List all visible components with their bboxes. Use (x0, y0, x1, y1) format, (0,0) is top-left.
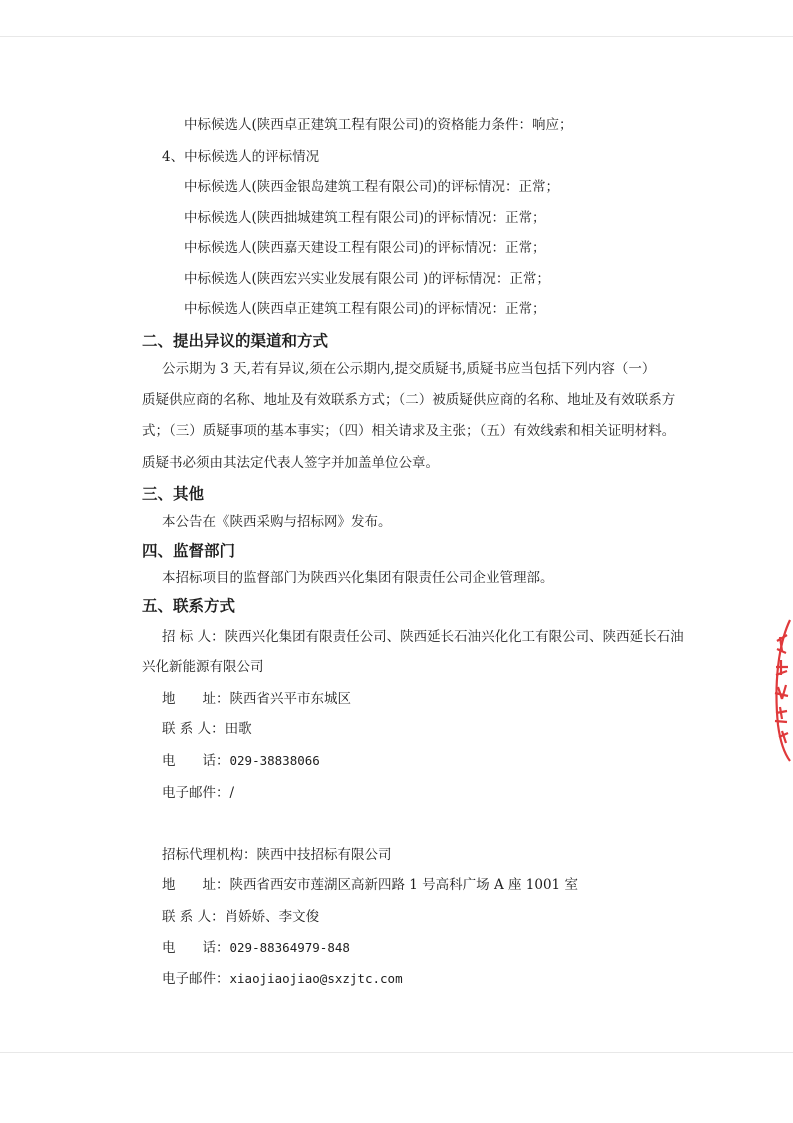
section2-line: 质疑供应商的名称、地址及有效联系方式；（二）被质疑供应商的名称、地址及有效联系方 (142, 392, 676, 408)
eval-line: 中标候选人(陕西宏兴实业发展有限公司 )的评标情况：正常； (184, 271, 550, 287)
agency-phone: 029-88364979-848 (229, 940, 350, 955)
agency-contact-row (162, 908, 319, 926)
section4-text: 本招标项目的监督部门为陕西兴化集团有限责任公司企业管理部。 (162, 570, 554, 586)
agency-email-row (162, 970, 403, 988)
agency-address: 陕西省西安市莲湖区高新四路 1 号高科广场 A 座 1001 室 (229, 877, 578, 893)
agency-address-row (162, 876, 578, 894)
tenderer-email: / (229, 785, 235, 801)
address-label: 地 址： (162, 877, 230, 893)
agency-phone-row (162, 939, 350, 957)
section3-text: 本公告在《陕西采购与招标网》发布。 (162, 514, 392, 530)
agency-email: xiaojiaojiao@sxzjtc.com (229, 971, 403, 986)
qualification-line: 中标候选人(陕西卓正建筑工程有限公司)的资格能力条件：响应； (184, 117, 573, 133)
section2-heading: 二、提出异议的渠道和方式 (142, 332, 329, 350)
tenderer-phone: 029-38838066 (229, 753, 320, 768)
item4-title: 4、中标候选人的评标情况 (162, 149, 320, 165)
contact-label: 联 系 人： (162, 721, 225, 737)
agency-contact: 肖娇娇、李文俊 (224, 909, 320, 925)
scan-artifact-bottom (0, 1052, 793, 1053)
eval-line: 中标候选人(陕西卓正建筑工程有限公司)的评标情况：正常； (184, 301, 546, 317)
tenderer-phone-row (162, 752, 320, 770)
phone-label: 电 话： (162, 753, 230, 769)
email-label: 电子邮件： (162, 785, 230, 801)
phone-label: 电 话： (162, 940, 230, 956)
agency-line: 招标代理机构：陕西中技招标有限公司 (162, 847, 392, 863)
section3-heading: 三、其他 (142, 485, 205, 503)
section5-heading: 五、联系方式 (142, 597, 236, 615)
section4-heading: 四、监督部门 (142, 542, 236, 560)
tenderer-contact-row (162, 720, 252, 738)
red-seal-icon (760, 615, 793, 765)
tenderer-email-row (162, 784, 234, 802)
contact-label: 联 系 人： (162, 909, 225, 925)
tenderer-line1: 招 标 人：陕西兴化集团有限责任公司、陕西延长石油兴化化工有限公司、陕西延长石油 (162, 629, 684, 645)
seal-strokes (775, 620, 790, 761)
scan-artifact-top (0, 36, 793, 37)
email-label: 电子邮件： (162, 971, 230, 987)
eval-line: 中标候选人(陕西嘉天建设工程有限公司)的评标情况：正常； (184, 240, 546, 256)
eval-line: 中标候选人(陕西金银岛建筑工程有限公司)的评标情况：正常； (184, 179, 560, 195)
tenderer-contact: 田歌 (224, 721, 252, 737)
eval-line: 中标候选人(陕西拙城建筑工程有限公司)的评标情况：正常； (184, 210, 546, 226)
section2-line: 公示期为 3 天,若有异议,须在公示期内,提交质疑书,质疑书应当包括下列内容（一） (162, 361, 656, 377)
section2-line: 式；（三）质疑事项的基本事实；（四）相关请求及主张；（五）有效线索和相关证明材料。 (142, 423, 676, 439)
tenderer-address: 陕西省兴平市东城区 (229, 691, 351, 707)
tenderer-line2: 兴化新能源有限公司 (142, 659, 264, 675)
section2-line: 质疑书必须由其法定代表人签字并加盖单位公章。 (142, 455, 439, 471)
address-label: 地 址： (162, 691, 230, 707)
tenderer-address-row (162, 690, 351, 708)
